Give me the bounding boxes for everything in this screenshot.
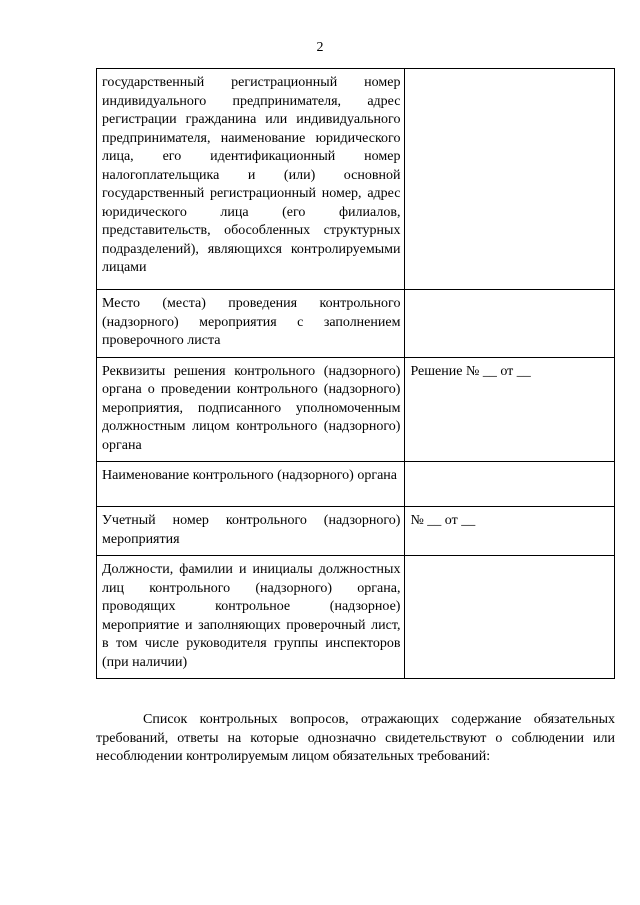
row-value xyxy=(405,69,615,290)
registration-number: № __ от __ xyxy=(405,507,615,556)
table-row xyxy=(97,507,615,556)
row-label: Должности, фамилии и инициалы должностных лиц контрольного (надзорного) органа, проводящих контрольное (надзорное) мероприятие и заполняющих проверочный лист, в том числе руководителя группы инспекторов (при наличии) xyxy=(97,556,405,679)
row-value xyxy=(405,556,615,679)
row-label: Реквизиты решения контрольного (надзорного) органа о проведении контрольного (надзорного) мероприятия, подписанного уполномоченным должностным лицом контрольного (надзорного) органа xyxy=(97,357,405,462)
row-label: государственный регистрационный номер индивидуального предпринимателя, адрес регистрации гражданина или индивидуального предпринимателя, наименование юридического лица, его идентификационный номер налогоплательщика и (или) основной государственный регистрационный номер, адрес юридического лица (его филиалов, представительств, обособленных структурных подразделений), являющихся контролируемыми лицами xyxy=(97,69,405,290)
page-number: 2 xyxy=(316,40,324,55)
table-row xyxy=(97,69,615,290)
table-row xyxy=(97,290,615,358)
table-row xyxy=(97,462,615,507)
row-label: Место (места) проведения контрольного (надзорного) мероприятия с заполнением проверочного листа xyxy=(97,290,405,358)
table-row xyxy=(97,357,615,462)
row-value xyxy=(405,462,615,507)
decision-reference: Решение № __ от __ xyxy=(405,357,615,462)
row-value xyxy=(405,290,615,358)
table-row xyxy=(97,556,615,679)
row-label: Наименование контрольного (надзорного) органа xyxy=(97,462,405,507)
checklist-intro-paragraph: Список контрольных вопросов, отражающих содержание обязательных требований, ответы на которые однозначно свидетельствуют о соблюдении или несоблюдении контролируемым лицом обязательных требований: xyxy=(96,712,615,764)
row-label: Учетный номер контрольного (надзорного) мероприятия xyxy=(97,507,405,556)
checklist-info-table xyxy=(96,68,615,679)
